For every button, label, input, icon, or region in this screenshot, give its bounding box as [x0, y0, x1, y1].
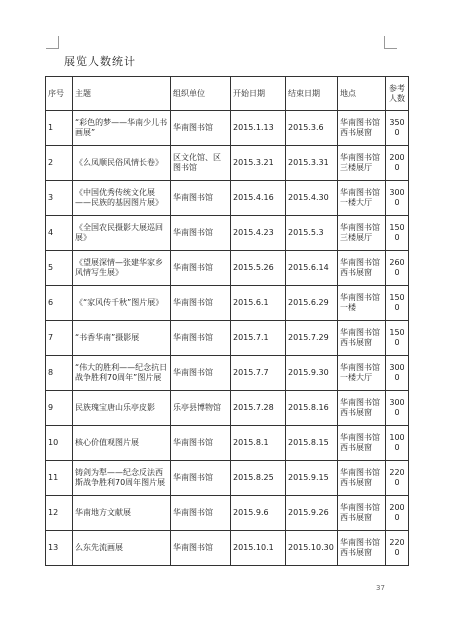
cell-org: 华南图书馆 — [171, 461, 231, 496]
table-header-row — [46, 77, 409, 111]
cell-place: 华南图书馆西书展窗 — [338, 496, 386, 531]
cell-org: 华南图书馆 — [171, 286, 231, 321]
cell-place: 华南图书馆西书展窗 — [338, 426, 386, 461]
cell-no: 4 — [46, 216, 73, 251]
cell-topic: “彩色的梦——华南少儿书画展” — [73, 111, 171, 146]
cell-topic: 华南地方文献展 — [73, 496, 171, 531]
cell-start: 2015.7.28 — [231, 391, 286, 426]
table-row — [46, 251, 409, 286]
cell-end: 2015.9.15 — [286, 461, 338, 496]
cell-no: 9 — [46, 391, 73, 426]
table-row — [46, 216, 409, 251]
cell-end: 2015.7.29 — [286, 321, 338, 356]
table-row — [46, 531, 409, 566]
cell-no: 2 — [46, 146, 73, 181]
cell-place: 华南图书馆三楼展厅 — [338, 146, 386, 181]
cell-org: 华南图书馆 — [171, 216, 231, 251]
cell-count: 3000 — [386, 181, 409, 216]
cell-org: 华南图书馆 — [171, 496, 231, 531]
header-place: 地点 — [338, 77, 386, 111]
cell-no: 3 — [46, 181, 73, 216]
cell-count: 3000 — [386, 391, 409, 426]
cell-org: 华南图书馆 — [171, 426, 231, 461]
cell-topic: 《么凤顺民俗风情长卷》 — [73, 146, 171, 181]
table-row — [46, 111, 409, 146]
crop-mark-top-left — [46, 36, 59, 49]
cell-end: 2015.4.30 — [286, 181, 338, 216]
cell-no: 11 — [46, 461, 73, 496]
cell-place: 华南图书馆西书展窗 — [338, 391, 386, 426]
cell-start: 2015.8.1 — [231, 426, 286, 461]
table-row — [46, 496, 409, 531]
cell-topic: “伟大的胜利——纪念抗日战争胜利70周年”图片展 — [73, 356, 171, 391]
cell-end: 2015.8.15 — [286, 426, 338, 461]
cell-start: 2015.10.1 — [231, 531, 286, 566]
cell-topic: 么东先流画展 — [73, 531, 171, 566]
cell-no: 12 — [46, 496, 73, 531]
cell-topic: 民族瑰宝唐山乐亭皮影 — [73, 391, 171, 426]
cell-no: 8 — [46, 356, 73, 391]
header-start: 开始日期 — [231, 77, 286, 111]
table-row — [46, 181, 409, 216]
table-row — [46, 321, 409, 356]
cell-topic: 核心价值观图片展 — [73, 426, 171, 461]
cell-topic: 《“家风传千秋”图片展》 — [73, 286, 171, 321]
cell-org: 区文化馆、区图书馆 — [171, 146, 231, 181]
cell-org: 华南图书馆 — [171, 321, 231, 356]
cell-end: 2015.6.14 — [286, 251, 338, 286]
cell-end: 2015.3.31 — [286, 146, 338, 181]
cell-place: 华南图书馆西书展窗 — [338, 531, 386, 566]
header-org: 组织单位 — [171, 77, 231, 111]
cell-start: 2015.5.26 — [231, 251, 286, 286]
cell-no: 1 — [46, 111, 73, 146]
header-count: 参考人数 — [386, 77, 409, 111]
cell-start: 2015.6.1 — [231, 286, 286, 321]
cell-count: 2000 — [386, 496, 409, 531]
cell-place: 华南图书馆西书展窗 — [338, 111, 386, 146]
cell-count: 2600 — [386, 251, 409, 286]
cell-no: 5 — [46, 251, 73, 286]
cell-place: 华南图书馆三楼展厅 — [338, 216, 386, 251]
cell-place: 华南图书馆西书展窗 — [338, 251, 386, 286]
cell-org: 华南图书馆 — [171, 111, 231, 146]
table-row — [46, 356, 409, 391]
cell-end: 2015.9.26 — [286, 496, 338, 531]
cell-count: 1500 — [386, 321, 409, 356]
cell-count: 1000 — [386, 426, 409, 461]
cell-count: 1500 — [386, 286, 409, 321]
exhibition-table — [45, 76, 409, 566]
cell-place: 华南图书馆一楼大厅 — [338, 181, 386, 216]
cell-start: 2015.4.23 — [231, 216, 286, 251]
table-row — [46, 391, 409, 426]
cell-count: 2000 — [386, 146, 409, 181]
cell-count: 2200 — [386, 461, 409, 496]
cell-org: 华南图书馆 — [171, 356, 231, 391]
table-row — [46, 461, 409, 496]
cell-start: 2015.8.25 — [231, 461, 286, 496]
cell-end: 2015.9.30 — [286, 356, 338, 391]
cell-no: 10 — [46, 426, 73, 461]
table-row — [46, 286, 409, 321]
page-title: 展览人数统计 — [64, 55, 136, 68]
cell-no: 13 — [46, 531, 73, 566]
cell-topic: “书香华南”摄影展 — [73, 321, 171, 356]
cell-topic: 《全国农民摄影大展巡回展》 — [73, 216, 171, 251]
cell-end: 2015.5.3 — [286, 216, 338, 251]
cell-start: 2015.7.7 — [231, 356, 286, 391]
table-row — [46, 426, 409, 461]
cell-org: 华南图书馆 — [171, 531, 231, 566]
cell-org: 华南图书馆 — [171, 181, 231, 216]
header-topic: 主题 — [73, 77, 171, 111]
cell-org: 乐亭县博物馆 — [171, 391, 231, 426]
cell-no: 6 — [46, 286, 73, 321]
cell-count: 1500 — [386, 216, 409, 251]
cell-topic: 《中国优秀传统文化展——民族的基因图片展》 — [73, 181, 171, 216]
header-no: 序号 — [46, 77, 73, 111]
cell-place: 华南图书馆西书展窗 — [338, 321, 386, 356]
table-row — [46, 146, 409, 181]
cell-place: 华南图书馆一楼 — [338, 286, 386, 321]
cell-place: 华南图书馆西书展窗 — [338, 461, 386, 496]
page-number: 37 — [376, 584, 385, 592]
cell-end: 2015.10.30 — [286, 531, 338, 566]
cell-start: 2015.9.6 — [231, 496, 286, 531]
cell-end: 2015.6.29 — [286, 286, 338, 321]
cell-topic: 铸剑为犁——纪念反法西斯战争胜利70周年图片展 — [73, 461, 171, 496]
cell-place: 华南图书馆一楼大厅 — [338, 356, 386, 391]
cell-no: 7 — [46, 321, 73, 356]
cell-start: 2015.4.16 — [231, 181, 286, 216]
cell-end: 2015.3.6 — [286, 111, 338, 146]
cell-count: 3000 — [386, 356, 409, 391]
cell-count: 3500 — [386, 111, 409, 146]
cell-start: 2015.1.13 — [231, 111, 286, 146]
header-end: 结束日期 — [286, 77, 338, 111]
cell-topic: 《望展深情—张建华家乡风情写生展》 — [73, 251, 171, 286]
cell-count: 2200 — [386, 531, 409, 566]
crop-mark-top-right — [384, 36, 397, 49]
cell-start: 2015.3.21 — [231, 146, 286, 181]
cell-org: 华南图书馆 — [171, 251, 231, 286]
cell-end: 2015.8.16 — [286, 391, 338, 426]
cell-start: 2015.7.1 — [231, 321, 286, 356]
